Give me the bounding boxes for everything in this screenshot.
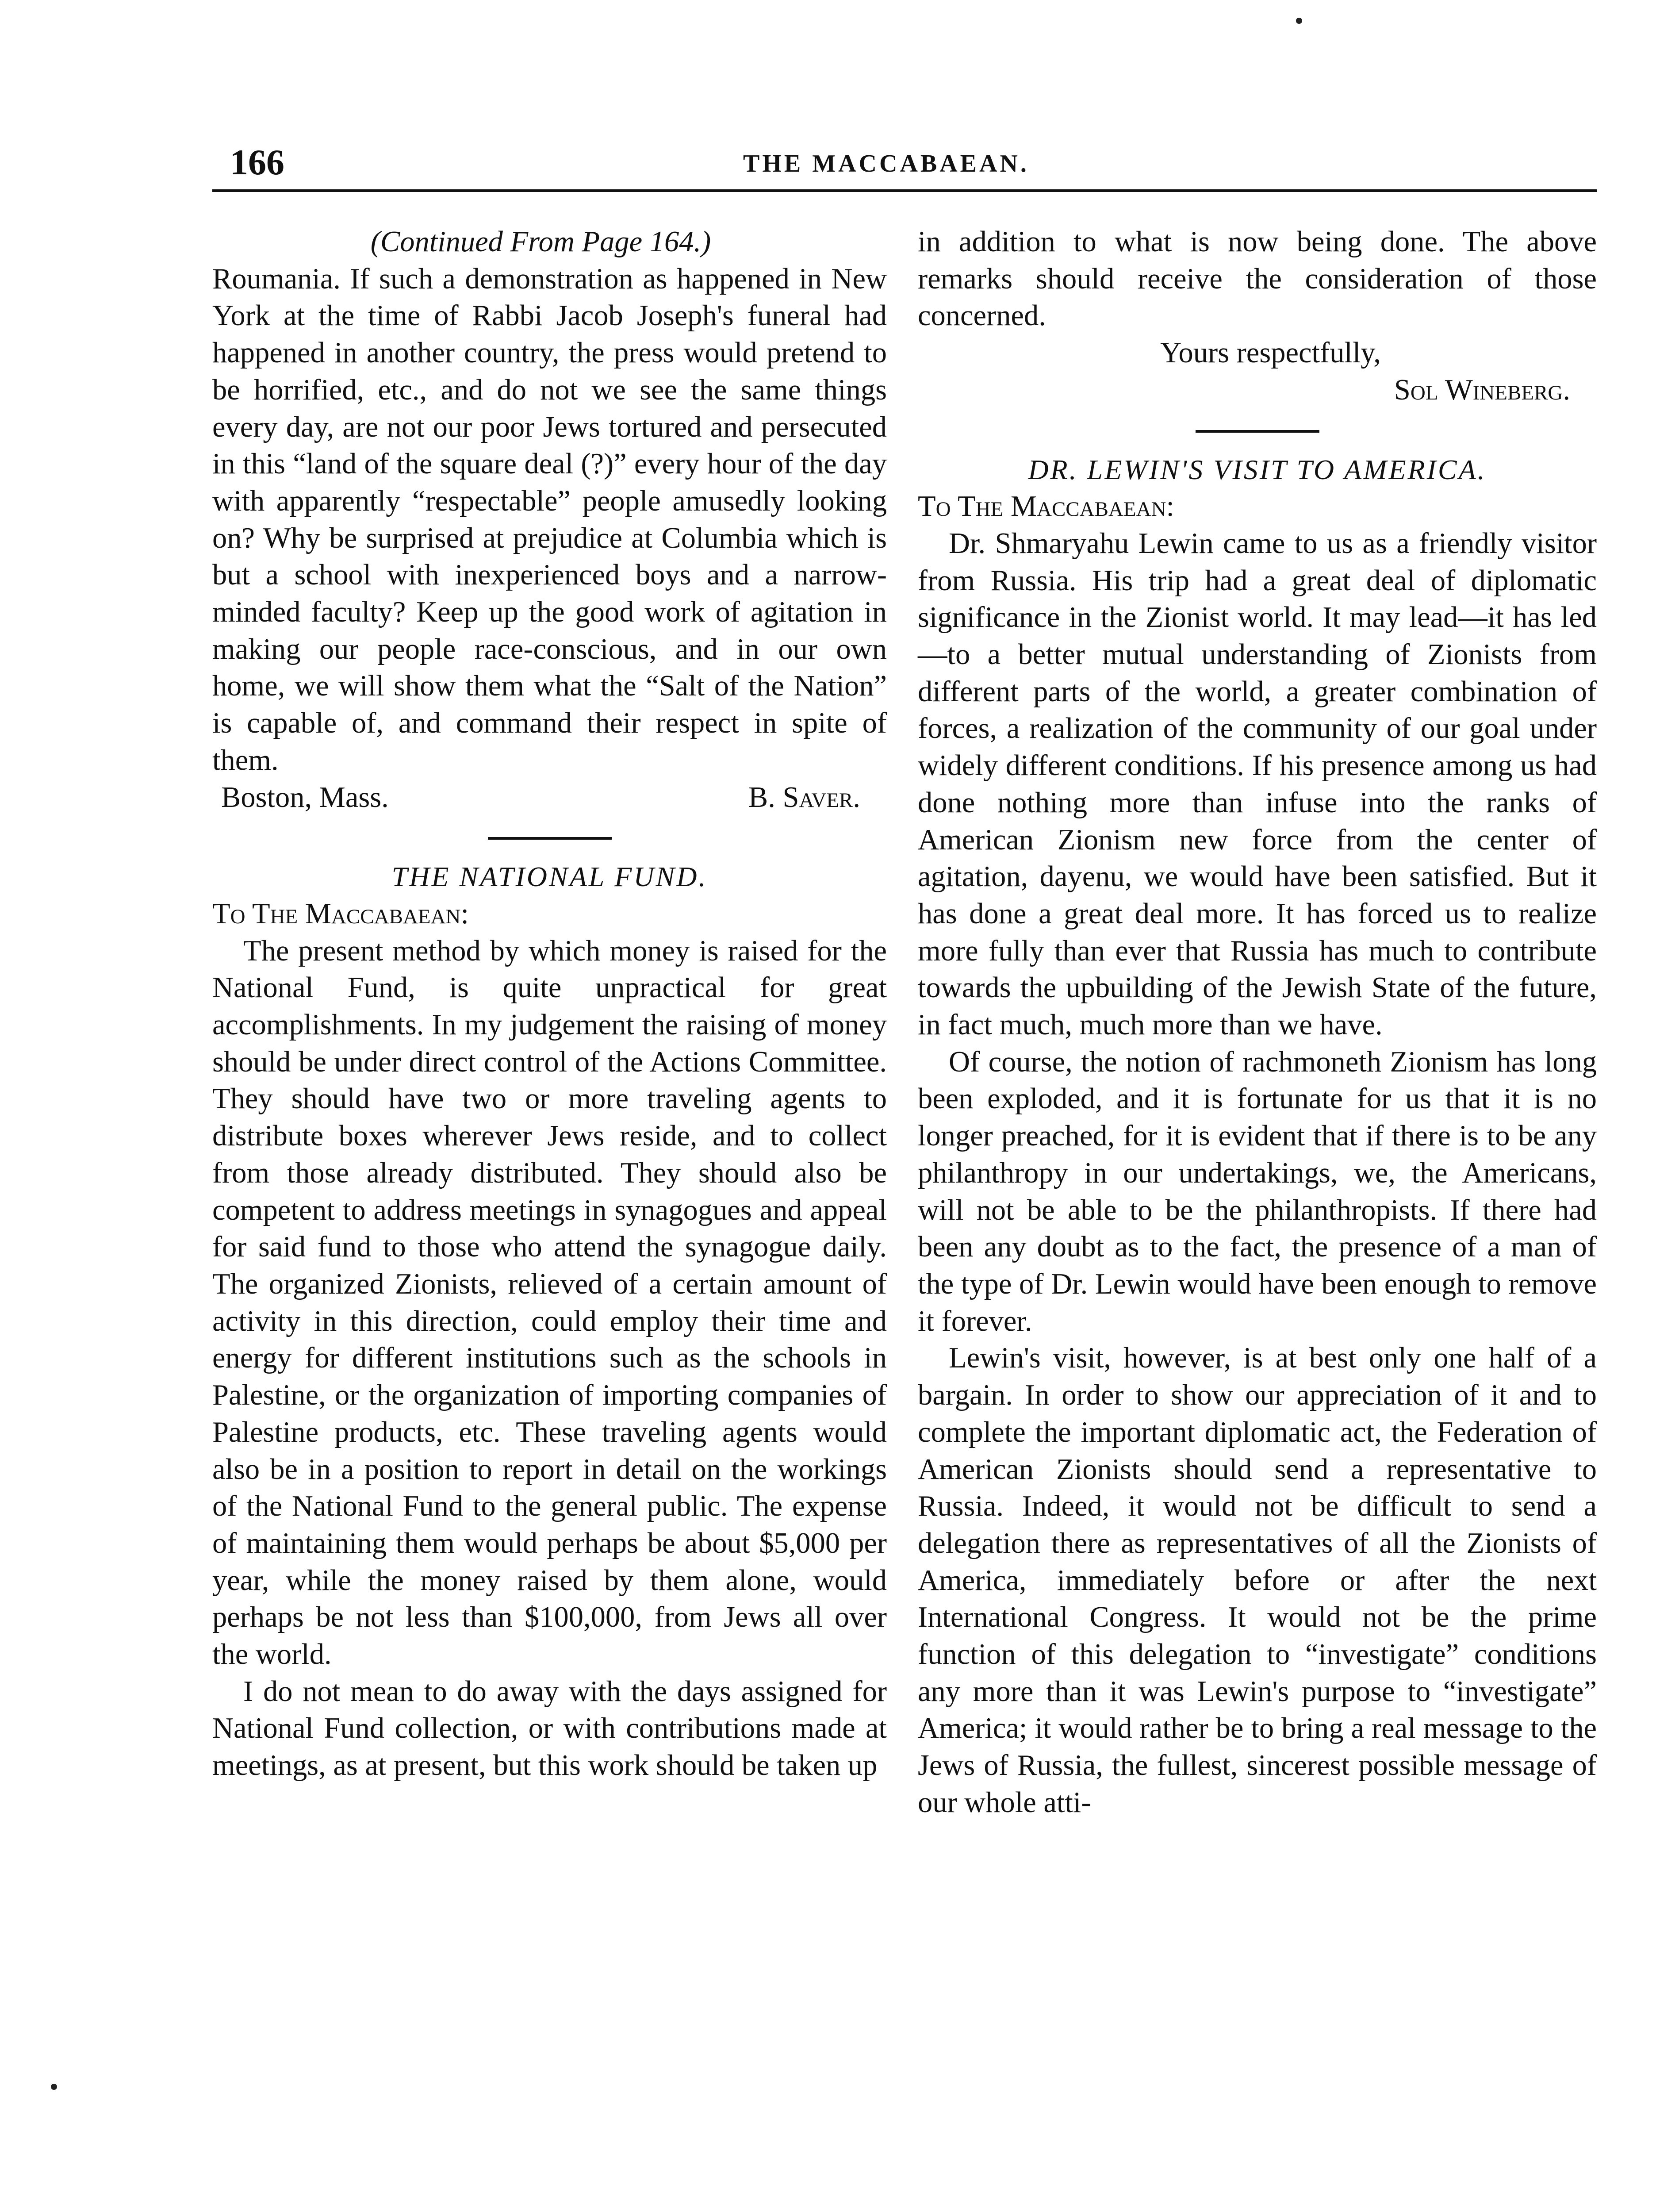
salutation: To The Maccabaean: — [918, 490, 1174, 523]
section-title-lewin-visit: DR. LEWIN'S VISIT TO AMERICA. — [1028, 453, 1487, 485]
section-title-national-fund: THE NATIONAL FUND. — [391, 861, 708, 893]
letter-signature: Sol Wineberg. — [1394, 373, 1570, 406]
paragraph: I do not mean to do away with the days assigned for National Fund collection, or with contributions made at meetings, as at present, but this work should be taken up — [212, 1675, 887, 1782]
right-column — [918, 223, 1597, 1821]
letter-place: Boston, Mass. — [221, 781, 389, 814]
salutation: To The Maccabaean: — [212, 897, 469, 930]
left-column — [212, 223, 887, 1784]
valediction: Yours respectfully, — [1160, 337, 1381, 369]
scan-speck — [51, 2084, 57, 2090]
page-number: 166 — [230, 142, 284, 182]
letter-body: Roumania. If such a demonstration as happened in New York at the time of Rabbi Jacob Joseph's funeral had happened in another country, the press would pretend to be horrified, etc., and do not we see the same things every day, are not our poor Jews tortured and persecuted in this “land of the square deal (?)” every hour of the day with apparently “respectable” people amusedly looking on? Why be surprised at prejudice at Columbia which is but a school with inexperienced boys and a narrow-minded faculty? Keep up the good work of agitation in making our people race-conscious, and in our own home, we will show them what the “Salt of the Nation” is capable of, and command their respect in spite of them. — [212, 262, 887, 776]
continued-note: (Continued From Page 164.) — [370, 226, 711, 258]
header-rule — [212, 189, 1597, 192]
letter-signature: B. Saver. — [748, 781, 860, 814]
paragraph: The present method by which money is raised for the National Fund, is quite unpractical for great accomplishments. In my judgement the raising of money should be under direct control of the Actions Committee. They should have two or more traveling agents to distribute boxes wherever Jews reside, and to collect from those already distributed. They should also be competent to address meetings in synagogues and appeal for said fund to those who attend the synagogue daily. The organized Zionists, relieved of a certain amount of activity in this direction, could employ their time and energy for different institutions such as the schools in Palestine, or the organization of importing companies of Palestine products, etc. These traveling agents would also be in a position to report in detail on the workings of the National Fund to the general public. The expense of maintaining them would perhaps be about $5,000 per year, while the money raised by them alone, would perhaps be not less than $100,000, from Jews all over the world. — [212, 934, 887, 1671]
paragraph: in addition to what is now being done. The above remarks should receive the consideration of those concerned. — [918, 226, 1597, 332]
section-divider — [488, 837, 612, 840]
letter-signoff — [212, 779, 887, 816]
page-header — [212, 142, 1597, 190]
scan-speck — [1296, 18, 1302, 24]
paragraph: Lewin's visit, however, is at best only one half of a bargain. In order to show our appreciation of it and to complete the important diplomatic act, the Federation of American Zionists should send a representative to Russia. Indeed, it would not be difficult to send a delegation there as representatives of all the Zionists of America, immediately before or after the next International Congress. It would not be the prime function of this delegation to “investigate” conditions any more than it was Lewin's purpose to “investigate” America; it would rather be to bring a real message to the Jews of Russia, the fullest, sincerest possible message of our whole atti- — [918, 1342, 1597, 1819]
paragraph: Of course, the notion of rachmoneth Zionism has long been exploded, and it is fortunate for us that it is no longer preached, for it is evident that if there is to be any philanthropy in our undertakings, we, the Americans, will not be able to be the philanthropists. If there had been any doubt as to the fact, the presence of a man of the type of Dr. Lewin would have been enough to remove it forever. — [918, 1045, 1597, 1337]
journal-title: THE MACCABAEAN. — [743, 150, 1029, 177]
paragraph: Dr. Shmaryahu Lewin came to us as a friendly visitor from Russia. His trip had a great deal of diplomatic significance in the Zionist world. It may lead—it has led—to a better mutual understanding of Zionists from different parts of the world, a greater combination of forces, a realization of the community of our goal under widely different conditions. If his presence among us had done nothing more than infuse into the ranks of American Zionism new force from the center of agitation, dayenu, we would have been satisfied. But it has done a great deal more. It has forced us to realize more fully than ever that Russia has much to contribute towards the upbuilding of the Jewish State of the future, in fact much, much more than we have. — [918, 527, 1597, 1041]
section-divider — [1196, 430, 1319, 433]
